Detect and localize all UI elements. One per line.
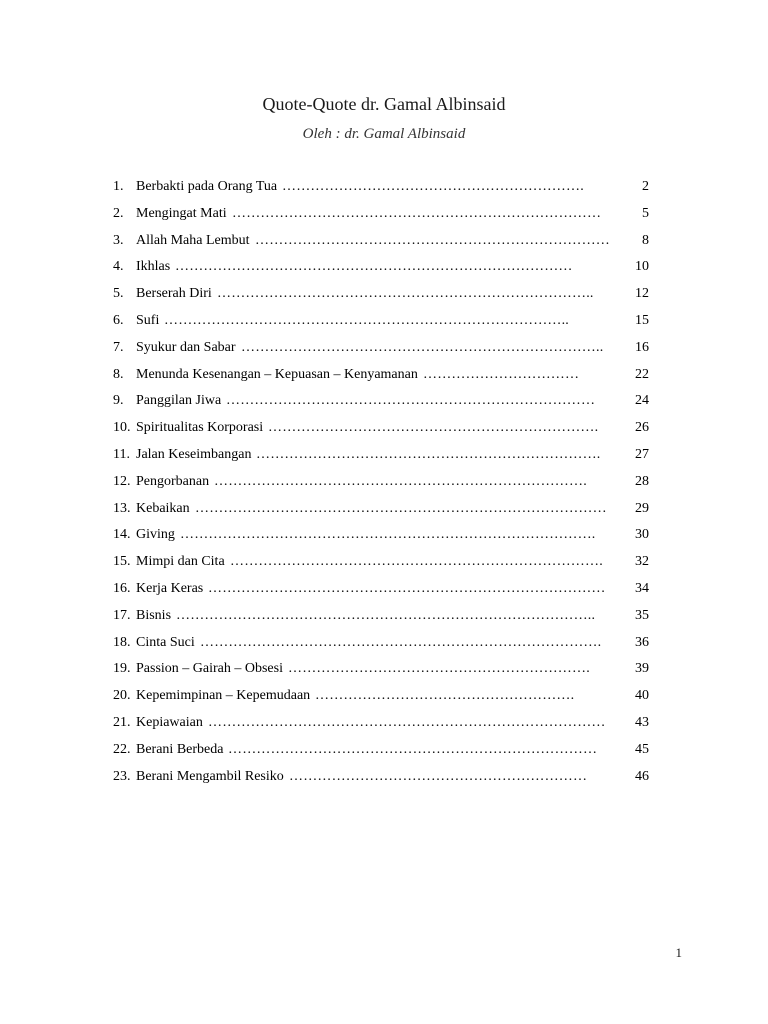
toc-entry-leader: …………………………………………………………………… (226, 393, 596, 409)
toc-entry-title: Pengorbanan (136, 473, 210, 489)
toc-entry-title: Mimpi dan Cita (136, 554, 225, 570)
toc-entry-number: 23. (113, 768, 131, 784)
toc-entry (113, 472, 653, 499)
toc-entry-title: Bisnis (136, 607, 172, 623)
toc-entry-number: 3. (113, 232, 124, 248)
toc-entry-title: Kerja Keras (136, 581, 204, 596)
toc-entry-leader: …………………………………………………………………………… (195, 500, 607, 516)
toc-entry-page: 45 (635, 741, 649, 757)
toc-entry-leader: ……………………………………………………………………. (214, 473, 587, 489)
toc-entry-page: 39 (635, 661, 649, 677)
toc-entry (113, 391, 653, 418)
toc-entry-leader: ………………………………………………………. (282, 179, 584, 194)
toc-entry-leader: …………………………………………………………………………….. (176, 607, 596, 623)
toc-entry-page: 40 (635, 688, 649, 704)
toc-entry-title: Panggilan Jiwa (136, 393, 222, 409)
toc-entry-title: Sufi (136, 313, 160, 328)
toc-entry-number: 8. (113, 366, 124, 382)
toc-entry-page: 2 (642, 179, 649, 194)
toc-entry (113, 418, 653, 445)
toc-entry-page: 5 (642, 205, 649, 221)
toc-entry (113, 204, 653, 231)
toc-entry-page: 30 (635, 527, 649, 543)
toc-entry-page: 8 (642, 232, 649, 248)
toc-entry-number: 15. (113, 554, 131, 570)
toc-entry-number: 17. (113, 607, 131, 623)
toc-entry-number: 18. (113, 634, 131, 650)
toc-entry-title: Mengingat Mati (136, 205, 227, 221)
toc-entry-page: 12 (635, 286, 649, 302)
toc-entry-title: Berani Berbeda (136, 741, 224, 757)
toc-entry-page: 16 (635, 339, 649, 355)
toc-entry (113, 284, 653, 311)
toc-entry-page: 34 (635, 581, 649, 596)
toc-entry-title: Cinta Suci (136, 634, 195, 650)
toc-entry (113, 767, 653, 794)
toc-entry-page: 27 (635, 447, 649, 462)
toc-entry-number: 12. (113, 473, 131, 489)
toc-entry-title: Berani Mengambil Resiko (136, 768, 284, 784)
toc-entry-title: Syukur dan Sabar (136, 339, 236, 355)
toc-entry-leader: ………………………………………………………………………… (175, 259, 573, 275)
toc-entry-number: 16. (113, 581, 131, 596)
toc-entry-number: 9. (113, 393, 124, 409)
toc-entry-number: 6. (113, 313, 124, 328)
toc-entry (113, 659, 653, 686)
toc-entry (113, 713, 653, 740)
toc-entry-leader: ………………………………………………………………………… (208, 715, 606, 730)
toc-entry (113, 311, 653, 338)
toc-entry-leader: ………………………………………………………………. (256, 447, 601, 462)
toc-entry-leader: ……………………………………………………… (289, 768, 588, 784)
toc-entry-title: Passion – Gairah – Obsesi (136, 661, 283, 677)
toc-entry (113, 177, 653, 204)
toc-entry-number: 14. (113, 527, 131, 543)
toc-entry-number: 7. (113, 339, 124, 355)
toc-entry-leader: …………………………………………………………………… (232, 205, 602, 221)
document-subtitle: Oleh : dr. Gamal Albinsaid (302, 126, 466, 142)
toc-entry-leader: ……………………………………………………………………. (230, 554, 603, 570)
toc-entry-page: 32 (635, 554, 649, 570)
toc-entry-title: Kepiawaian (136, 715, 203, 730)
toc-entry-page: 35 (635, 607, 649, 623)
toc-entry-page: 22 (635, 366, 649, 382)
toc-entry (113, 257, 653, 284)
toc-entry-leader: ……………………………………………………………. (268, 420, 599, 436)
toc-entry-title: Berserah Diri (136, 286, 212, 302)
toc-entry-title: Spiritualitas Korporasi (136, 420, 264, 436)
toc-entry-title: Kepemimpinan – Kepemudaan (136, 688, 311, 704)
toc-entry-title: Jalan Keseimbangan (136, 447, 252, 462)
toc-entry-page: 29 (635, 500, 649, 516)
toc-entry-page: 28 (635, 473, 649, 489)
toc-entry-leader: …………………………… (423, 366, 580, 382)
toc-entry-title: Giving (136, 527, 175, 543)
toc-entry-page: 46 (635, 768, 649, 784)
toc-entry (113, 338, 653, 365)
toc-entry-number: 5. (113, 286, 124, 302)
toc-entry (113, 686, 653, 713)
toc-entry-page: 26 (635, 420, 649, 436)
toc-entry-page: 43 (635, 715, 649, 730)
toc-entry-number: 11. (113, 447, 130, 462)
toc-entry-number: 4. (113, 259, 124, 275)
toc-entry-title: Allah Maha Lembut (136, 232, 250, 248)
toc-entry-page: 24 (635, 393, 649, 409)
toc-entry-title: Berbakti pada Orang Tua (136, 179, 278, 194)
toc-entry-number: 1. (113, 179, 124, 194)
toc-entry-page: 36 (635, 634, 649, 650)
page-number: 1 (675, 945, 682, 960)
toc-entry-leader: ……………………………………………………………………………. (180, 527, 596, 543)
toc-entry-leader: ………………………………………………………………………… (208, 581, 606, 596)
toc-entry-leader: …………………………………………………………………….. (217, 286, 594, 302)
toc-entry-leader: ………………………………………………………………………….. (164, 313, 569, 328)
toc-entry (113, 445, 653, 472)
toc-entry (113, 365, 653, 392)
toc-entry-number: 10. (113, 420, 131, 436)
toc-entry-number: 20. (113, 688, 131, 704)
toc-entry-page: 15 (635, 313, 649, 328)
toc-entry-leader: ………………………………………………………………… (255, 232, 610, 248)
toc-entry-leader: ………………………………………………. (315, 688, 575, 704)
toc-entry (113, 740, 653, 767)
toc-entry (113, 633, 653, 660)
toc-entry-leader: ………………………………………………………………….. (241, 339, 604, 355)
toc-entry (113, 579, 653, 606)
toc-entry (113, 231, 653, 258)
toc-entry-number: 19. (113, 661, 131, 677)
toc-entry-title: Ikhlas (136, 259, 171, 275)
toc-entry-page: 10 (635, 259, 649, 275)
document-title: Quote-Quote dr. Gamal Albinsaid (262, 94, 506, 114)
toc-entry (113, 552, 653, 579)
toc-entry-title: Kebaikan (136, 500, 190, 516)
toc-entry (113, 499, 653, 526)
toc-entry-title: Menunda Kesenangan – Kepuasan – Kenyamanan (136, 366, 418, 382)
toc-entry (113, 606, 653, 633)
toc-entry-number: 21. (113, 715, 131, 730)
toc-entry-leader: ………………………………………………………. (288, 661, 590, 677)
toc-entry-number: 2. (113, 205, 124, 221)
toc-entry-number: 22. (113, 741, 131, 757)
toc-entry-leader: …………………………………………………………………… (228, 741, 598, 757)
toc-entry (113, 525, 653, 552)
toc-entry-number: 13. (113, 500, 131, 516)
toc-entry-leader: …………………………………………………………………………. (200, 634, 602, 650)
